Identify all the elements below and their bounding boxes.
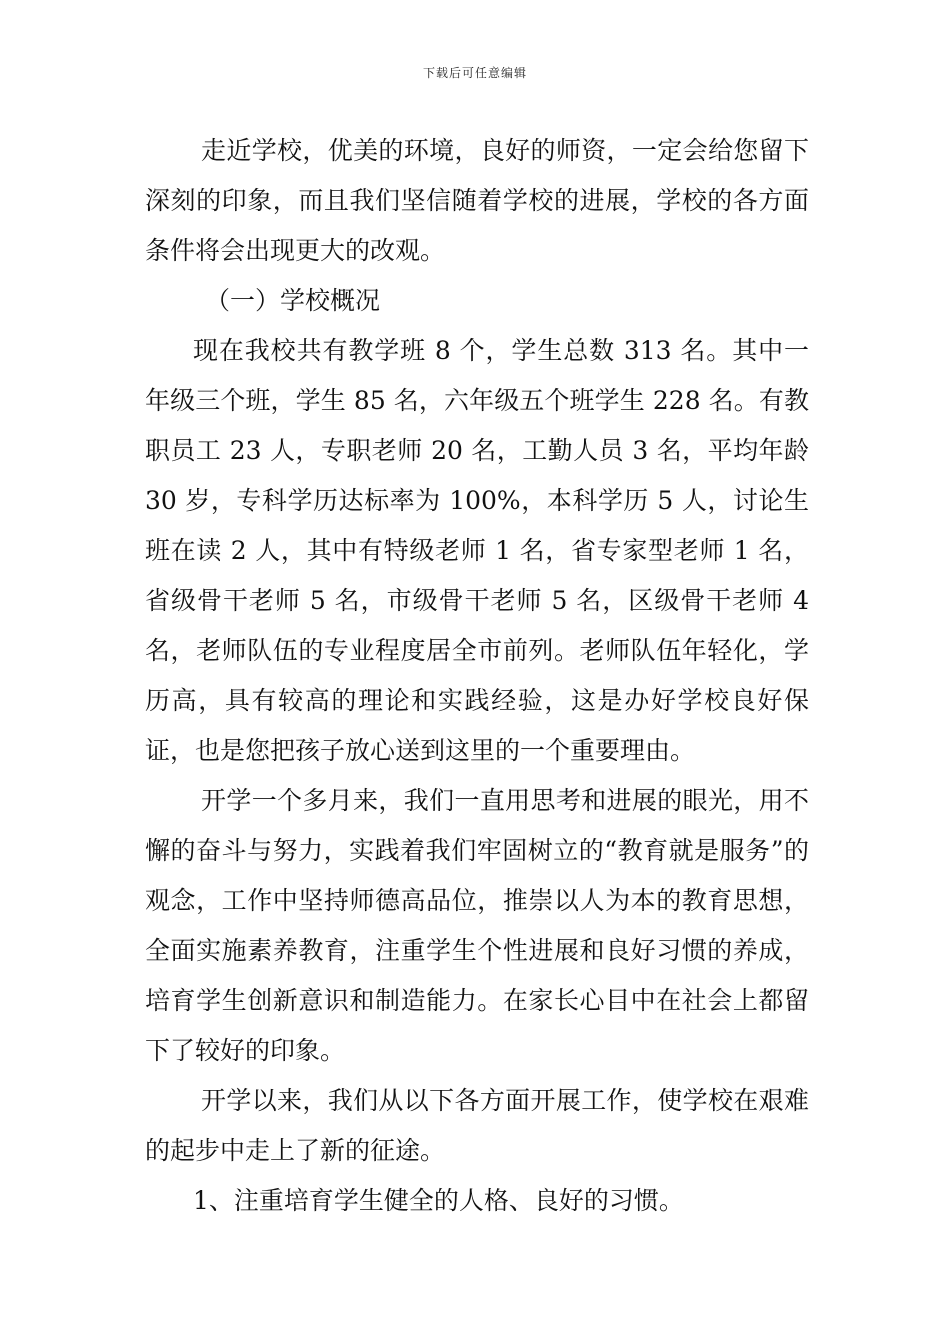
paragraph-work-summary: 开学一个多月来，我们一直用思考和进展的眼光，用不懈的奋斗与努力，实践着我们牢固树立的“教育就是服务”的观念，工作中坚持师德高品位，推崇以人为本的教育思想，全面实施素养教育，注重学生个性进展和良好习惯的养成，培育学生创新意识和制造能力。在家长心目中在社会上都留下了较好的印象。 <box>145 786 809 1065</box>
paragraph-school-overview: 现在我校共有教学班 8 个，学生总数 313 名。其中一年级三个班，学生 85 名，六年级五个班学生 228 名。有教职员工 23 人，专职老师 20 名，工勤人员 3 名，平均年龄 30 岁，专科学历达标率为 100%，本科学历 5 人，讨论生班在读 2 人，其中有特级老师 1 名，省专家型老师 1 名，省级骨干老师 5 名，市级骨干老师 5 名，区级骨干老师 4 名，老师队伍的专业程度居全市前列。老师队伍年轻化，学历高，具有较高的理论和实践经验，这是办好学校良好保证，也是您把孩子放心送到这里的一个重要理由。 <box>145 336 809 765</box>
document-body <box>145 126 809 1226</box>
paragraph-work-aspects: 开学以来，我们从以下各方面开展工作，使学校在艰难的起步中走上了新的征途。 <box>145 1086 809 1165</box>
paragraph-intro: 走近学校，优美的环境，良好的师资，一定会给您留下深刻的印象，而且我们坚信随着学校的进展，学校的各方面条件将会出现更大的改观。 <box>145 136 809 265</box>
page-header: 下载后可任意编辑 <box>422 66 527 80</box>
list-item-1: 1、注重培育学生健全的人格、良好的习惯。 <box>193 1186 684 1215</box>
section-heading-school-overview: （一）学校概况 <box>205 286 381 315</box>
